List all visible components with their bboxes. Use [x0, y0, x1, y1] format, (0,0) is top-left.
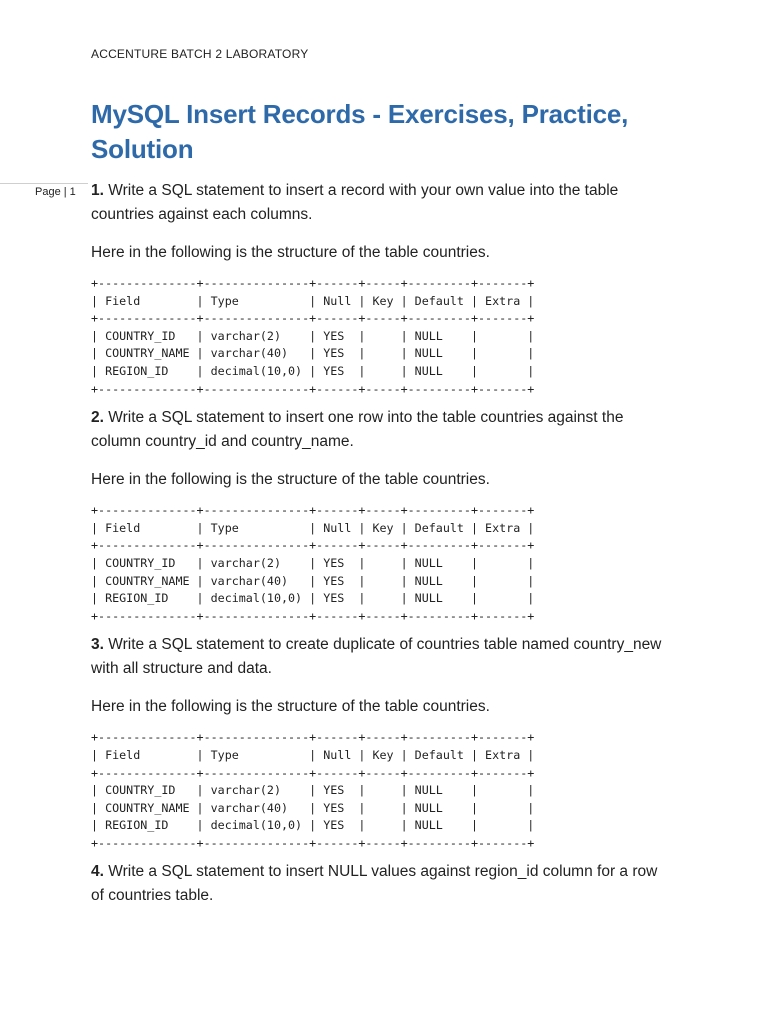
exercise-question: [91, 860, 671, 908]
structure-intro: Here in the following is the structure of the table countries.: [91, 471, 490, 489]
exercise-item: [91, 860, 671, 908]
exercise-text: Write a SQL statement to insert one row into the table countries against the column country_id and country_name.: [91, 409, 624, 451]
exercise-number: 1.: [91, 182, 104, 199]
exercise-item: [91, 179, 671, 398]
exercise-question: [91, 633, 671, 681]
exercise-text: Write a SQL statement to insert a record with your own value into the table countries against each columns.: [91, 182, 619, 223]
page-number-rule: [0, 183, 88, 184]
exercise-list: [91, 179, 671, 908]
page-number: Page | 1: [35, 186, 76, 198]
structure-intro: Here in the following is the structure of the table countries.: [91, 244, 490, 261]
exercise-number: 2.: [91, 409, 104, 427]
exercise-question: [91, 179, 671, 227]
exercise-number: 4.: [91, 863, 104, 881]
document-header: ACCENTURE BATCH 2 LABORATORY: [91, 47, 309, 61]
exercise-question: [91, 406, 671, 454]
table-structure: +--------------+---------------+------+-----+---------+-------+ | Field | Type | Null | Key | Default | Extra | +--------------+---------------+------+-----+---------+-------+ | COUNTRY_ID | varchar(2) | YES | | NULL | | | COUNTRY_NAME | varchar(40) | YES | | NULL | | | REGION_ID | decimal(10,0) | YES | | NULL | | +--------------+---------------+------+-----+---------+-------+: [91, 503, 535, 623]
exercise-item: [91, 406, 671, 625]
exercise-text: Write a SQL statement to insert NULL values against region_id column for a row of countries table.: [91, 863, 658, 905]
exercise-text: Write a SQL statement to create duplicate of countries table named country_new with all structure and data.: [91, 636, 662, 678]
document-title: MySQL Insert Records - Exercises, Practice, Solution: [91, 99, 629, 164]
table-structure: +--------------+---------------+------+-----+---------+-------+ | Field | Type | Null | Key | Default | Extra | +--------------+---------------+------+-----+---------+-------+ | COUNTRY_ID | varchar(2) | YES | | NULL | | | COUNTRY_NAME | varchar(40) | YES | | NULL | | | REGION_ID | decimal(10,0) | YES | | NULL | | +--------------+---------------+------+-----+---------+-------+: [91, 730, 535, 850]
structure-intro: Here in the following is the structure of the table countries.: [91, 698, 490, 716]
table-structure: +--------------+---------------+------+-----+---------+-------+ | Field | Type | Null | Key | Default | Extra | +--------------+---------------+------+-----+---------+-------+ | COUNTRY_ID | varchar(2) | YES | | NULL | | | COUNTRY_NAME | varchar(40) | YES | | NULL | | | REGION_ID | decimal(10,0) | YES | | NULL | | +--------------+---------------+------+-----+---------+-------+: [91, 276, 535, 396]
exercise-number: 3.: [91, 636, 104, 654]
exercise-item: [91, 633, 671, 852]
